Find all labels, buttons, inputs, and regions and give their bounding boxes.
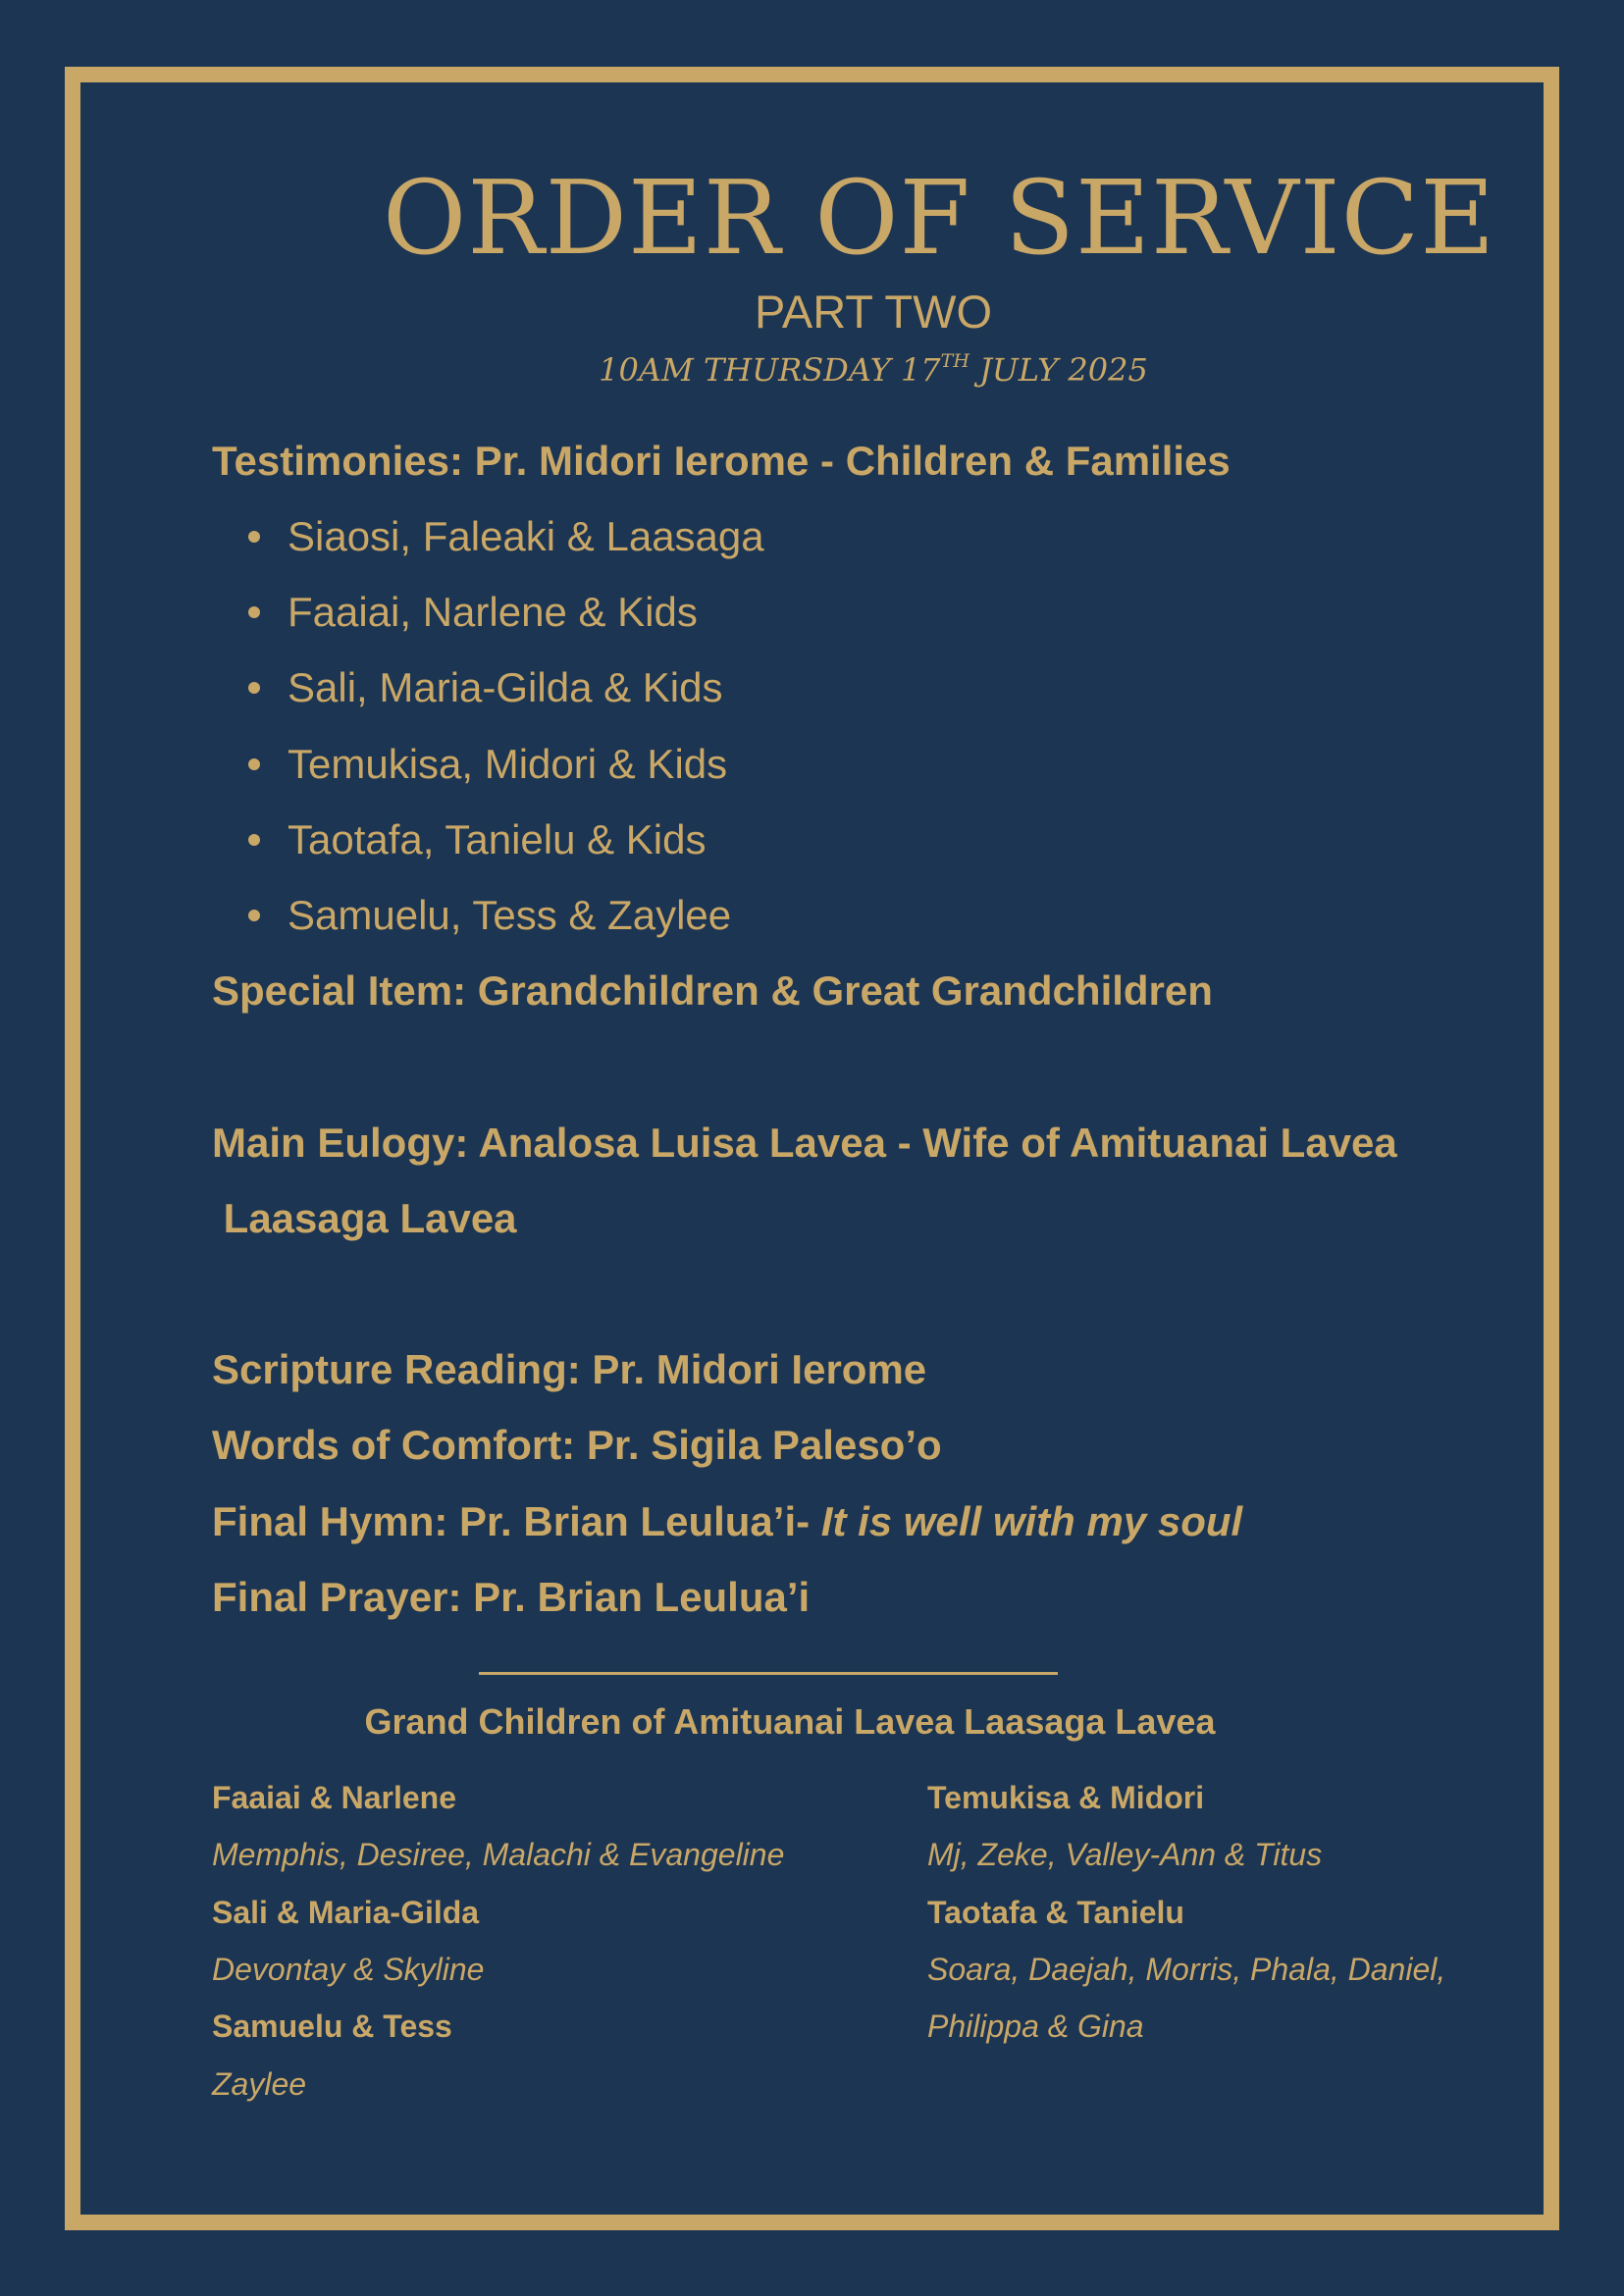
bullet-icon: [248, 834, 260, 846]
list-item: [248, 512, 764, 561]
section-divider: [479, 1672, 1058, 1675]
testimonies-heading: Testimonies: Pr. Midori Ierome - Children & Families: [212, 438, 1231, 484]
special-item: Special Item: Grandchildren & Great Grandchildren: [212, 967, 1213, 1014]
family-children: Devontay & Skyline: [212, 1952, 485, 1987]
list-item: [248, 588, 698, 637]
family-children: Soara, Daejah, Morris, Phala, Daniel,: [927, 1952, 1446, 1987]
list-item-label: Samuelu, Tess & Zaylee: [288, 892, 732, 938]
family-parents: Sali & Maria-Gilda: [212, 1895, 480, 1930]
list-item: [248, 815, 707, 864]
bullet-icon: [248, 606, 260, 618]
bullet-icon: [248, 682, 260, 694]
final-hymn-song: It is well with my soul: [820, 1498, 1243, 1544]
family-parents: Samuelu & Tess: [212, 2009, 452, 2044]
grandchildren-title: Grand Children of Amituanai Lavea Laasaga Lavea: [364, 1701, 1216, 1742]
page-subtitle: PART TWO: [755, 286, 992, 338]
date-suffix: JULY 2025: [969, 351, 1148, 389]
bullet-icon: [248, 531, 260, 543]
list-item: [248, 891, 731, 940]
family-parents: Temukisa & Midori: [927, 1780, 1205, 1815]
family-children: Philippa & Gina: [927, 2009, 1144, 2044]
page-title: ORDER OF SERVICE: [383, 158, 1496, 278]
service-date: [0, 340, 1624, 391]
date-ordinal: TH: [940, 350, 969, 372]
family-parents: Taotafa & Tanielu: [927, 1895, 1184, 1930]
bullet-icon: [248, 910, 260, 921]
family-children: Memphis, Desiree, Malachi & Evangeline: [212, 1837, 785, 1872]
list-item-label: Siaosi, Faleaki & Laasaga: [288, 513, 764, 559]
list-item: [248, 663, 722, 712]
final-hymn-label: Final Hymn: Pr. Brian Leulua’i-: [212, 1498, 821, 1544]
main-eulogy-line2: Laasaga Lavea: [212, 1195, 517, 1241]
list-item-label: Temukisa, Midori & Kids: [288, 741, 728, 787]
list-item: [248, 740, 727, 789]
words-of-comfort: Words of Comfort: Pr. Sigila Paleso’o: [212, 1422, 942, 1468]
family-children: Zaylee: [212, 2066, 307, 2102]
main-eulogy-line1: Main Eulogy: Analosa Luisa Lavea - Wife of Amituanai Lavea: [212, 1120, 1397, 1166]
family-parents: Faaiai & Narlene: [212, 1780, 456, 1815]
date-prefix: 10AM THURSDAY 17: [599, 351, 941, 389]
list-item-label: Faaiai, Narlene & Kids: [288, 589, 698, 635]
list-item-label: Sali, Maria-Gilda & Kids: [288, 664, 723, 710]
bullet-icon: [248, 758, 260, 770]
scripture-reading: Scripture Reading: Pr. Midori Ierome: [212, 1346, 927, 1392]
family-children: Mj, Zeke, Valley-Ann & Titus: [927, 1837, 1323, 1872]
final-prayer: Final Prayer: Pr. Brian Leulua’i: [212, 1574, 811, 1620]
list-item-label: Taotafa, Tanielu & Kids: [288, 816, 707, 862]
final-hymn: [212, 1497, 1242, 1546]
